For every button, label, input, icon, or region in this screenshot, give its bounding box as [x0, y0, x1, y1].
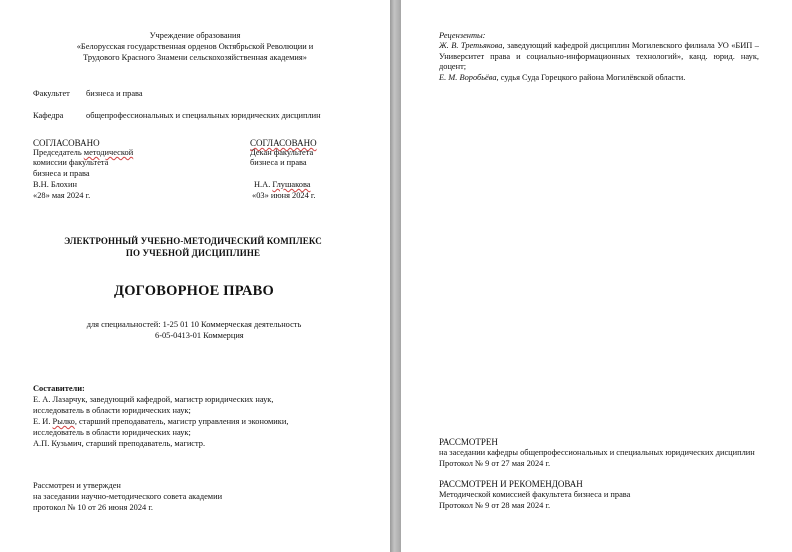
department-label: Кафедра [33, 111, 64, 120]
faculty-value: бизнеса и права [86, 89, 143, 98]
institution-line-1: Учреждение образования [149, 31, 241, 40]
commission-review-line-2: Протокол № 9 от 28 мая 2024 г. [439, 501, 551, 510]
reviewer-2-text: , судья Суда Горецкого района Могилёвской области. [496, 73, 686, 82]
page-gutter [390, 0, 401, 552]
author-2-initials: Е. И. [33, 417, 53, 426]
complex-title-line-2: ПО УЧЕБНОЙ ДИСЦИПЛИНЕ [125, 248, 261, 258]
author-1: Е. А. Лазарчук, заведующий кафедрой, магистр юридических наук, [33, 395, 274, 404]
approval-right-line-2: бизнеса и права [250, 158, 307, 167]
specialty-line-1: для специальностей: 1-25 01 10 Коммерческая деятельность [86, 320, 302, 329]
author-3: А.П. Кузьмич, старший преподаватель, магистр. [33, 439, 206, 448]
approval-left-header: СОГЛАСОВАНО [33, 138, 100, 148]
complex-title-line-1: ЭЛЕКТРОННЫЙ УЧЕБНО-МЕТОДИЧЕСКИЙ КОМПЛЕКС [64, 236, 322, 246]
reviewers-header: Рецензенты: [439, 31, 486, 40]
commission-review-header: РАССМОТРЕН И РЕКОМЕНДОВАН [439, 479, 583, 489]
approval-right-signer-b: Глушакова [272, 180, 311, 189]
institution-line-3: Трудового Красного Знамени сельскохозяйственная академия» [83, 53, 307, 62]
approval-right-line-1: Декан факультета [250, 148, 314, 157]
approval-left-line-1a: Председатель [33, 148, 84, 157]
approval-right-signer [254, 180, 311, 191]
institution-line-2: «Белорусская государственная орденов Октябрьской Революции и [76, 42, 314, 51]
author-2-surname: Рылко [52, 417, 75, 426]
author-2-title: , старший преподаватель, магистр управления и экономики, [74, 417, 289, 426]
approval-right-signer-a: Н.А. [254, 180, 273, 189]
author-2-cont: исследователь в области юридических наук; [33, 428, 191, 437]
department-review-line-1: на заседании кафедры общепрофессиональных и специальных юридических дисциплин [439, 448, 755, 457]
approval-right-date: «03» июня 2024 г. [252, 191, 316, 200]
discipline-title: ДОГОВОРНОЕ ПРАВО [114, 283, 274, 299]
council-review-line-2: на заседании научно-методического совета академии [33, 492, 223, 501]
approval-left-line-2: комиссии факультета [33, 158, 109, 167]
approval-left-signer: В.Н. Блохин [33, 180, 77, 189]
author-1-cont: исследователь в области юридических наук; [33, 406, 191, 415]
department-review-header: РАССМОТРЕН [439, 437, 498, 447]
approval-right-header: СОГЛАСОВАНО [250, 138, 317, 148]
specialty-line-2: 6-05-0413-01 Коммерция [155, 331, 244, 340]
reviewer-2 [439, 73, 685, 84]
authors-header: Составители: [33, 384, 85, 393]
approval-left-line-3: бизнеса и права [33, 169, 90, 178]
council-review-line-1: Рассмотрен и утвержден [33, 481, 121, 490]
title-page-right [401, 0, 792, 552]
title-page-left [0, 0, 390, 552]
reviewer-2-name: Е. М. Воробьёва [439, 73, 497, 82]
reviewer-1 [439, 41, 759, 73]
council-review-line-3: протокол № 10 от 26 июня 2024 г. [33, 503, 153, 512]
reviewer-1-name: Ж. В. Третьякова [439, 41, 503, 50]
commission-review-line-1: Методической комиссией факультета бизнеса и права [439, 490, 631, 499]
approval-left-line-1 [33, 148, 133, 159]
author-2 [33, 417, 288, 428]
approval-left-line-1b: методической [83, 148, 134, 157]
department-review-line-2: Протокол № 9 от 27 мая 2024 г. [439, 459, 551, 468]
faculty-label: Факультет [33, 89, 70, 98]
department-value: общепрофессиональных и специальных юридических дисциплин [86, 111, 321, 120]
approval-left-date: «28» мая 2024 г. [33, 191, 91, 200]
reviewer-1-text: , заведующий кафедрой дисциплин Могилевского филиала УО «БИП – Университет права и социально-информационных технологий», канд. юрид. наук, доцент; [439, 41, 759, 72]
